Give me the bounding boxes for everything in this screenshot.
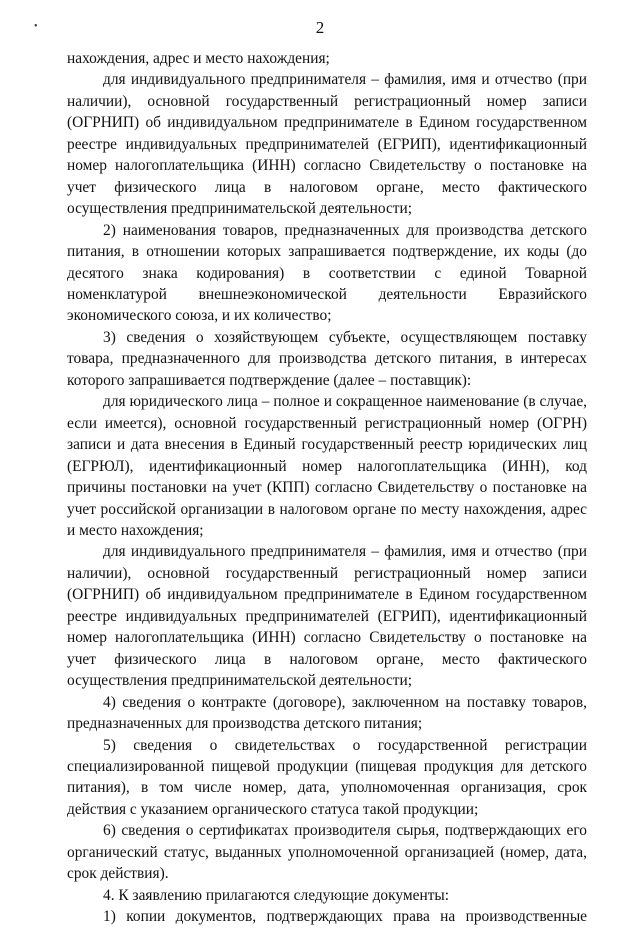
paragraph: 2) наименования товаров, предназначенных для производства детского питания, в отношении которых запрашивается подтверждение, их коды (до десятого знака кодирования) в соответствии с единой Товарной номенклатурой внешнеэкономической деятельности Евразийского экономического союза, и их количество; xyxy=(67,221,587,325)
paragraph: нахождения, адрес и место нахождения; xyxy=(67,50,330,67)
paragraph: 6) сведения о сертификатах производителя сырья, подтверждающих его органический статус, выданных уполномоченной организацией (номер, дата, срок действия). xyxy=(67,822,587,883)
paragraph: 4. К заявлению прилагаются следующие документы: xyxy=(103,886,450,904)
paragraph: для юридического лица – полное и сокращенное наименование (в случае, если имеется), основной государственный регистрационный номер (ОГРН) записи и дата внесения в Единый государственный реестр юридических лиц (ЕГРЮЛ), идентификационный номер налогоплательщика (ИНН), код причины постановки на учет (КПП) согласно Свидетельству о постановке на учет российской организации в налоговом органе по месту нахождения, адрес и место нахождения; xyxy=(67,393,587,539)
paragraph: 4) сведения о контракте (договоре), заключенном на поставку товаров, предназначенных для производства детского питания; xyxy=(67,693,587,733)
paragraph: 5) сведения о свидетельствах о государственной регистрации специализированной пищевой продукции (пищевая продукция для детского питания), в том числе номер, дата, уполномоченная организация, срок действия с указанием органического статуса такой продукции; xyxy=(67,736,587,818)
document-body xyxy=(67,48,587,928)
scan-artifact xyxy=(300,896,360,901)
scan-mark: • xyxy=(34,21,38,32)
paragraph: 3) сведения о хозяйствующем субъекте, осуществляющем поставку товара, предназначенного для производства детского питания, в интересах которого запрашивается подтверждение (далее – поставщик): xyxy=(67,328,587,389)
page-number: 2 xyxy=(315,18,325,37)
paragraph: для индивидуального предпринимателя – фамилия, имя и отчество (при наличии), основной государственный регистрационный номер записи (ОГРНИП) об индивидуальном предпринимателе в Едином государственном реестре индивидуальных предпринимателей (ЕГРИП), идентификационный номер налогоплательщика (ИНН) согласно Свидетельству о постановке на учет физического лица в налоговом органе, место фактического осуществления предпринимательской деятельности; xyxy=(67,71,587,218)
paragraph: 1) копии документов, подтверждающих права на производственные xyxy=(103,908,587,926)
paragraph: для индивидуального предпринимателя – фамилия, имя и отчество (при наличии), основной государственный регистрационный номер записи (ОГРНИП) об индивидуальном предпринимателе в Едином государственном реестре индивидуальных предпринимателей (ЕГРИП), идентификационный номер налогоплательщика (ИНН) согласно Свидетельству о постановке на учет физического лица в налоговом органе, место фактического осуществления предпринимательской деятельности; xyxy=(67,543,587,690)
